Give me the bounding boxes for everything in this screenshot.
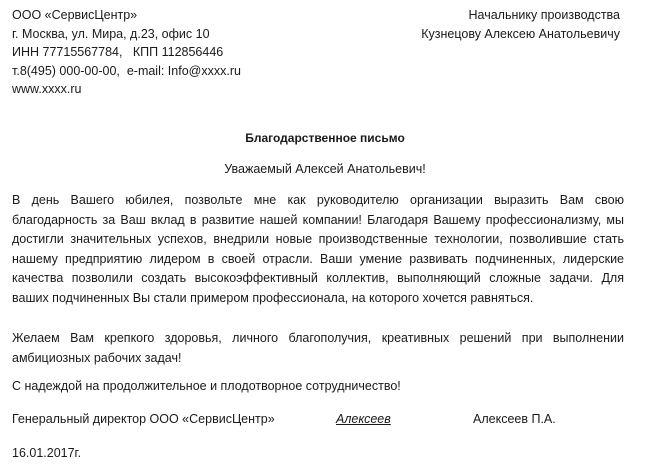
letter-paragraph-1: В день Вашего юбилея, позвольте мне как руководителю организации выразить Вам свою благодарность за Ваш вклад в развитие нашей компании! Благодаря Вашему профессионализму, мы достигли значительных успехов, внедрили новые производственные технологии, позволившие стать нашему предприятию лидером в своей отрасли. Ваши умение развивать подчиненных, лидерские качества позволили создать высокоэффективный коллектив, выполняющий сложные задачи. Для ваших подчиненных Вы стали примером профессионала, на которого хочется равняться. xyxy=(12,193,624,305)
sender-company: ООО «СервисЦентр» xyxy=(12,8,138,22)
letter-paragraph-2: Желаем Вам крепкого здоровья, личного благополучия, креативных решений при выполнении амбициозных рабочих задач! xyxy=(12,331,624,365)
letter-date: 16.01.2017г. xyxy=(12,446,82,460)
sender-address: г. Москва, ул. Мира, д.23, офис 10 xyxy=(12,26,210,41)
sender-contacts: т.8(495) 000-00-00, e-mail: Info@xxxx.ru xyxy=(12,63,241,78)
signature-name: Алексеев П.А. xyxy=(473,412,556,426)
sender-tax-ids: ИНН 77715567784, КПП 112856446 xyxy=(12,45,224,59)
recipient-block xyxy=(421,6,620,43)
handwritten-signature: Алексеев xyxy=(336,412,391,426)
recipient-position: Начальнику производства xyxy=(468,8,620,22)
sender-website: www.xxxx.ru xyxy=(12,82,82,96)
letter-salutation: Уважаемый Алексей Анатольевич! xyxy=(224,162,426,176)
letter-title: Благодарственное письмо xyxy=(245,131,405,145)
signature-role: Генеральный директор ООО «СервисЦентр» xyxy=(12,412,275,426)
letter-paragraph-3: С надеждой на продолжительное и плодотворное сотрудничество! xyxy=(12,379,401,393)
sender-block xyxy=(12,6,241,99)
recipient-name: Кузнецову Алексею Анатольевичу xyxy=(421,26,620,41)
